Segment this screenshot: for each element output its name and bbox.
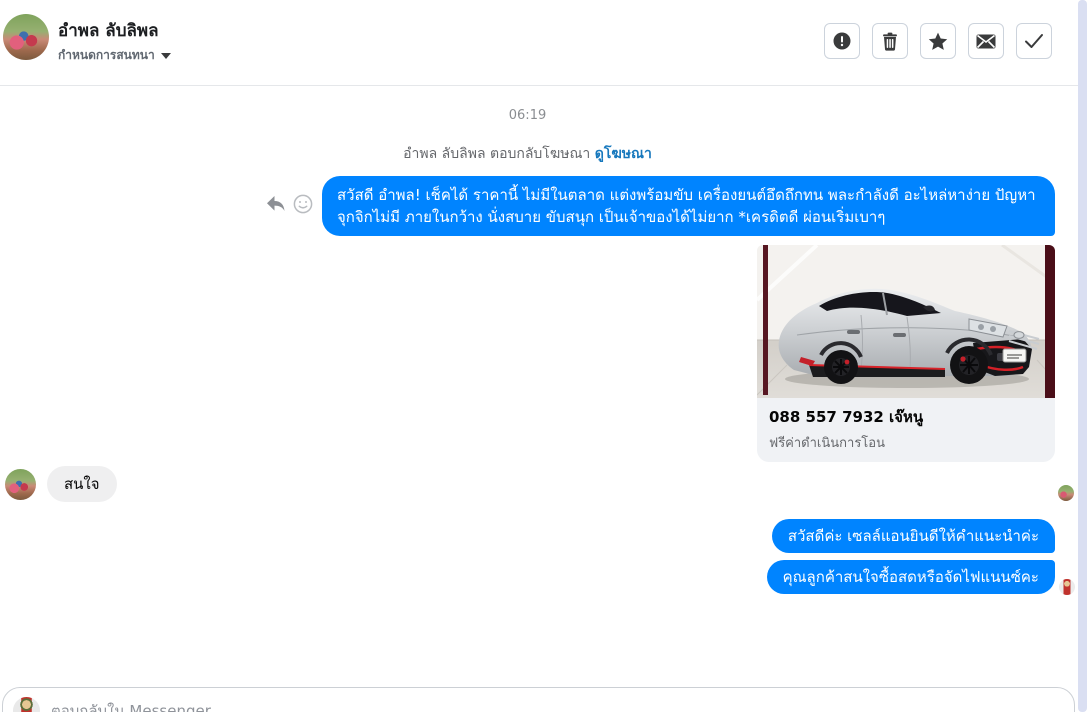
ad-reply-status bbox=[0, 143, 1055, 165]
outgoing-message-bubble[interactable]: สวัสดี อำพล! เช็คได้ ราคานี้ ไม่มีในตลาด แต่งพร้อมขับ เครื่องยนต์อึดถึกทน พละกำลังดี อะไหล่หาง่าย ปัญหาจุกจิกไม่มี ภายในกว้าง นั่งสบาย ขับสนุก เป็นเจ้าของได้ไม่ยาก *เครดิตดี ผ่อนเริ่มเบาๆ bbox=[322, 176, 1055, 236]
image-card-caption bbox=[757, 398, 1055, 462]
star-icon bbox=[928, 32, 948, 51]
header-divider bbox=[0, 85, 1081, 86]
composer-page-avatar bbox=[13, 697, 40, 712]
reply-composer[interactable] bbox=[2, 687, 1075, 712]
view-ad-link[interactable]: ดูโฆษณา bbox=[594, 146, 652, 162]
reply-icon[interactable] bbox=[266, 195, 286, 217]
contact-name: อำพล ลับลิพล bbox=[58, 21, 159, 41]
schedule-conversation-label: กำหนดการสนทนา bbox=[58, 48, 155, 62]
free-transfer-subtitle: ฟรีค่าดำเนินการโอน bbox=[769, 436, 885, 451]
contact-message-avatar[interactable] bbox=[5, 469, 36, 500]
chevron-down-icon bbox=[161, 53, 171, 59]
seller-phone-title: 088 557 7932 เจ๊หนู bbox=[769, 408, 924, 426]
incoming-message-bubble[interactable]: สนใจ bbox=[47, 466, 117, 502]
mail-icon bbox=[976, 34, 996, 49]
vertical-scrollbar[interactable] bbox=[1078, 0, 1087, 712]
conversation-header bbox=[0, 0, 1091, 85]
delete-button[interactable] bbox=[872, 23, 908, 59]
schedule-conversation-dropdown[interactable] bbox=[58, 46, 171, 65]
page-sender-avatar bbox=[1059, 579, 1075, 595]
contact-avatar[interactable] bbox=[3, 14, 49, 60]
mark-done-button[interactable] bbox=[1016, 23, 1052, 59]
message-hover-actions bbox=[266, 194, 313, 218]
outgoing-image-card[interactable] bbox=[757, 245, 1055, 462]
reply-input[interactable] bbox=[51, 698, 1054, 712]
seen-indicator-avatar bbox=[1058, 485, 1074, 501]
check-icon bbox=[1024, 33, 1044, 49]
report-icon bbox=[832, 31, 852, 51]
conversation-timestamp: 06:19 bbox=[508, 108, 547, 123]
car-photo[interactable] bbox=[757, 245, 1055, 398]
star-button[interactable] bbox=[920, 23, 956, 59]
outgoing-message-bubble[interactable]: คุณลูกค้าสนใจซื้อสดหรือจัดไฟแนนซ์คะ bbox=[767, 560, 1055, 594]
report-button[interactable] bbox=[824, 23, 860, 59]
mark-unread-button[interactable] bbox=[968, 23, 1004, 59]
trash-icon bbox=[881, 32, 899, 51]
ad-reply-status-text: อำพล ลับลิพล ตอบกลับโฆษณา bbox=[403, 146, 595, 162]
emoji-react-icon[interactable] bbox=[293, 194, 313, 218]
outgoing-message-bubble[interactable]: สวัสดีค่ะ เซลล์แอนยินดีให้คำแนะนำค่ะ bbox=[772, 519, 1055, 553]
conversation-actions bbox=[824, 23, 1052, 59]
